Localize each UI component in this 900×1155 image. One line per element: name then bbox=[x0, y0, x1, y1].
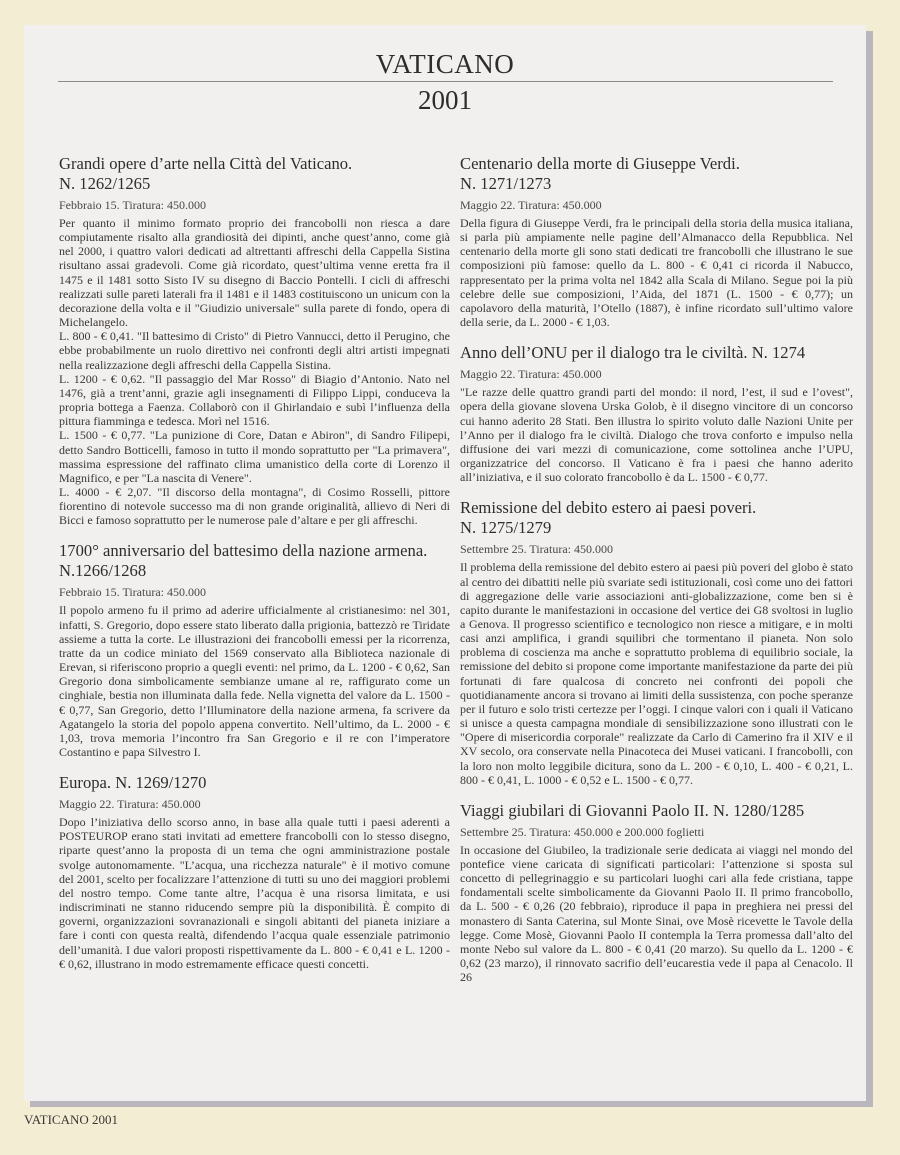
section-meta: Settembre 25. Tiratura: 450.000 bbox=[460, 542, 613, 557]
section-title: Anno dell’ONU per il dialogo tra le civiltà. N. 1274 bbox=[460, 343, 806, 363]
section-title: Europa. N. 1269/1270 bbox=[59, 773, 207, 793]
paragraph: Il popolo armeno fu il primo ad aderire ufficialmente al cristianesimo: nel 301, infatti, S. Gregorio, dopo essere stato liberato dalla prigionia, battezzò re Tiridate assieme a tutta la corte. Le illustrazioni dei francobolli emessi per la ricorrenza, tratte da un codice miniato del 1569 conservato alla Biblioteca nazionale di Erevan, si riferiscono proprio a quegli eventi: nel primo, da L. 1200 - € 0,62, San Gregorio dona simbolicamente sembianze umane al re, raffigurato come un cinghiale, bestia non illuminata dalla fede. Nella vignetta del valore da L. 1500 - € 0,77, San Gregorio, detto l’Illuminatore della nazione armena, fa scrivere da Agatangelo la storia del popolo appena convertito. Nell’ultimo, da L. 2000 - € 1,03, trova memoria l’incontro fra San Gregorio e il re con l’imperatore Costantino e papa Silvestro I. bbox=[59, 603, 450, 759]
section-onu bbox=[460, 343, 853, 484]
section-meta: Maggio 22. Tiratura: 450.000 bbox=[460, 367, 602, 382]
section-armenia bbox=[59, 541, 450, 759]
section-body bbox=[59, 815, 450, 971]
section-body bbox=[460, 843, 853, 985]
section-body bbox=[460, 385, 853, 484]
section-body bbox=[460, 216, 853, 329]
paragraph: "Le razze delle quattro grandi parti del mondo: il nord, l’est, il sud e l’ovest", opera della giovane slovena Urska Golob, è il disegno vincitore di un concorso cui hanno aderito 28 Stati. Ben illustra lo spirito voluto dalle Nazioni Unite per l’Anno per il dialogo fra le civiltà. Dialogo che trova conforto e impulso nella diffusione dei vari mezzi di comunicazione, come sottolinea anche l’UPU, organizzatrice del concorso. Il Vaticano è fra i paesi che hanno aderito all’iniziativa, e il suo colorato francobollo è da L. 1500 - € 0,77. bbox=[460, 385, 853, 485]
section-body bbox=[59, 603, 450, 759]
section-title: Centenario della morte di Giuseppe Verdi. bbox=[460, 154, 740, 173]
section-verdi bbox=[460, 154, 853, 329]
section-meta: Febbraio 15. Tiratura: 450.000 bbox=[59, 198, 206, 212]
header-divider bbox=[58, 81, 833, 82]
section-grandi-opere bbox=[59, 154, 450, 527]
section-debito bbox=[460, 498, 853, 787]
section-viaggi bbox=[460, 801, 853, 985]
paragraph: L. 800 - € 0,41. "Il battesimo di Cristo" di Pietro Vannucci, detto il Perugino, che ebbe probabilmente un ruolo direttivo nei confronti degli altri artisti impegnati nella realizzazione degli affreschi della Cappella Sistina. bbox=[59, 329, 450, 372]
section-title: Grandi opere d’arte nella Città del Vaticano. bbox=[59, 154, 353, 173]
section-title: Viaggi giubilari di Giovanni Paolo II. N. 1280/1285 bbox=[460, 800, 805, 820]
section-number: N. 1262/1265 bbox=[59, 174, 151, 193]
paragraph: L. 4000 - € 2,07. "Il discorso della montagna", di Cosimo Rosselli, pittore fiorentino di notevole successo ma di non grande originalità, allievo di Neri di Bicci e famoso soprattutto per le numerose pale d’altare e per gli affreschi. bbox=[59, 484, 450, 528]
paragraph: Il problema della remissione del debito estero ai paesi più poveri del globo è stato al centro dei dibattiti nelle più svariate sedi istituzionali, così come uno dei fattori di aggregazione delle varie associazioni anti-globalizzazione, come ben si è capito durante le manifestazioni in occasione del vertice dei G8 svoltosi in luglio a Genova. Il progresso scientifico e tecnologico non riesce a mitigare, e in molti casi anzi amplifica, i grandi squilibri che tormentano il pianeta. Non solo problema di coscienza ma anche e soprattutto problema di equilibrio sociale, la remissione del debito si propone come importante manifestazione da parte dei più fortunati di fare qualcosa di concreto nei confronti dei popoli che quotidianamente ancora si trovano ai limiti della sussistenza, con poche speranze per il futuro e solo tristi certezze per l’oggi. I cinque valori con i quali il Vaticano si unisce a questa campagna mondiale di sensibilizzazione sono illustrati con le "Opere di misericordia corporale" realizzate da Carlo di Camerino fra il XIV e il XV secolo, ora conservate nella Pinacoteca dei Musei vaticani. I francobolli, con la loro non molto leggibile dicitura, sono da L. 200 - € 0,10, L. 400 - € 0,21, L. 800 - € 0,41, L. 1000 - € 0,52 e L. 1500 - € 0,77. bbox=[460, 560, 853, 787]
section-number: N. 1275/1279 bbox=[460, 518, 552, 538]
page-year: 2001 bbox=[418, 85, 472, 115]
section-number: N. 1271/1273 bbox=[460, 174, 552, 193]
section-europa bbox=[59, 773, 450, 971]
paragraph: Dopo l’iniziativa dello scorso anno, in base alla quale tutti i paesi aderenti a POSTEUROP erano stati invitati ad emettere francobolli con lo stesso disegno, riparte quest’anno la proposta di un tema che ogni amministrazione postale svolge autonomamente. "L’acqua, una ricchezza naturale" è il motivo comune del 2001, scelto per focalizzare l’attenzione di tutti su uno dei maggiori problemi del nostro tempo. Come tante altre, l’acqua è una risorsa limitata, e usi indiscriminati ne stanno riducendo sempre più la disponibilità. È compito di governi, organizzazioni sovranazionali e singoli abitanti del pianeta iniziare a fare i conti con questa realtà, difendendo l’acqua quale essenziale patrimonio dell’umanità. I due valori proposti rispettivamente da L. 800 - € 0,41 e L. 1200 - € 0,62, illustrano in modo estremamente efficace questi concetti. bbox=[59, 815, 450, 971]
section-title: Remissione del debito estero ai paesi poveri. bbox=[460, 498, 757, 518]
page-title: VATICANO bbox=[375, 49, 515, 79]
paragraph: L. 1200 - € 0,62. "Il passaggio del Mar Rosso" di Biagio d’Antonio. Nato nel 1476, già a trent’anni, grazie agli insegnamenti di Filippo Lippi, conduceva la propria bottega a Faenza. Collaborò con il Ghirlandaio e subì l’influenza della pittura fiamminga e tedesca. Morì nel 1516. bbox=[59, 371, 450, 429]
section-meta: Maggio 22. Tiratura: 450.000 bbox=[460, 198, 602, 212]
section-body bbox=[59, 216, 450, 527]
section-meta: Maggio 22. Tiratura: 450.000 bbox=[59, 797, 201, 812]
section-title: 1700° anniversario del battesimo della nazione armena. bbox=[59, 541, 428, 561]
section-meta: Febbraio 15. Tiratura: 450.000 bbox=[59, 585, 206, 600]
paragraph: In occasione del Giubileo, la tradizionale serie dedicata ai viaggi nel mondo del pontefice viene caricata di significati particolari: l’attenzione si sposta sul concetto di pellegrinaggio e su particolari luoghi cari alla fede cristiana, tappe fondamentali scelte simbolicamente da Giovanni Paolo II. Il primo francobollo, da L. 500 - € 0,26 (20 febbraio), riproduce il papa in preghiera nei pressi del monastero di Santa Caterina, sul Monte Sinai, ove Mosè ricevette le Tavole della legge. Come Mosè, Giovanni Paolo II contempla la Terra promessa dall’alto del monte Nebo sul valore da L. 800 - € 0,41 (20 marzo). Su quello da L. 1200 - € 0,62 (23 marzo), il rinnovato sacrifio dell’eucarestia vede il papa al Cenacolo. Il 26 bbox=[460, 842, 853, 985]
left-column bbox=[59, 154, 450, 985]
paragraph: L. 1500 - € 0,77. "La punizione di Core, Datan e Abiron", di Sandro Filipepi, detto Sandro Botticelli, famoso in tutto il mondo soprattutto per "La primavera", massima espressione del raffinato clima umanistico della corte di Lorenzo il Magnifico, e per "La nascita di Venere". bbox=[59, 428, 450, 485]
paragraph: Della figura di Giuseppe Verdi, fra le principali della storia della musica italiana, si parla più ampiamente nelle pagine dell’Almanacco della Repubblica. Nel centenario della morte gli sono stati dedicati tre francobolli che illustrano le sue composizioni più famose: quello da L. 800 - € 0,41 ci ricorda il Nabucco, rappresentato per la prima volta nel 1842 alla Scala di Milano. Segue poi la più celebre delle sue composizioni, l’Aida, del 1871 (L. 1500 - € 0,77); un capolavoro della maturità, l’Otello (1887), è infine ricordato sull’ultimo valore della serie, da L. 2000 - € 1,03. bbox=[460, 216, 853, 330]
page-panel bbox=[24, 25, 866, 1101]
section-body bbox=[460, 560, 853, 787]
paragraph: Per quanto il minimo formato proprio dei francobolli non riesca a dare compiutamente risalto alla grandiosità dei dipinti, anche quest’anno, come già nel 2000, i quattro valori dedicati ad altrettanti affreschi della Cappella Sistina risultano assai gradevoli. Come già ricordato, quest’ultima venne eretta fra il 1475 e il 1481 sotto Sisto IV su disegno di Baccio Pontelli. I cicli di affreschi realizzati sulle pareti laterali fra il 1481 e il 1483 costituiscono un unicum con la decorazione della volta e il "Giudizio universale" sulla parete di fondo, opera di Michelangelo. bbox=[59, 216, 450, 330]
page-footer: VATICANO 2001 bbox=[24, 1112, 119, 1127]
section-number: N.1266/1268 bbox=[59, 561, 147, 581]
section-meta: Settembre 25. Tiratura: 450.000 e 200.000 foglietti bbox=[460, 824, 705, 839]
right-column bbox=[460, 154, 853, 998]
